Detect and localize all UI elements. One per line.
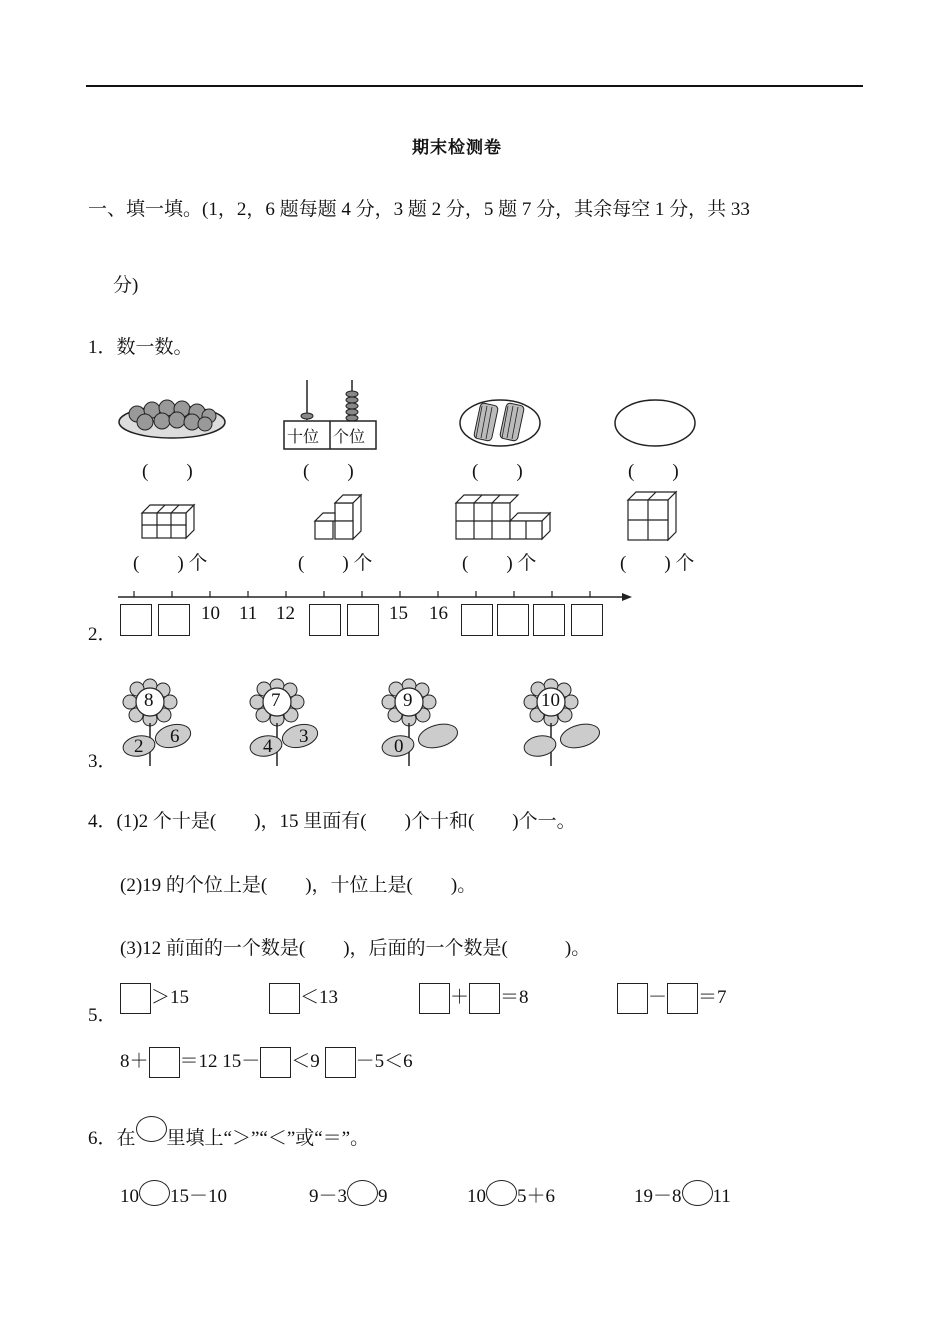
q6-instruction: [88, 1116, 369, 1150]
q6-item-1-right: 15－10: [170, 1186, 228, 1207]
q6-item-4-left: 19－8: [634, 1186, 682, 1207]
number-line-num-11: 11: [239, 603, 258, 624]
q5-expr-4: [617, 982, 727, 1014]
q6-item-2-left: 9－3: [309, 1186, 348, 1207]
minus-sign: －: [648, 987, 668, 1008]
stick-bundles-picture: [459, 398, 541, 448]
section-heading: 一、填一填。(1，2，6 题每题 4 分，3 题 2 分，5 题 7 分，其余每空 1 分，共 33: [88, 199, 750, 220]
number-line-box-6[interactable]: [497, 604, 529, 636]
q5-expr-6-b: ＜9: [291, 1051, 320, 1072]
cubes-picture-3: [454, 493, 552, 541]
number-line-num-12: 12: [276, 603, 295, 624]
plus-sign: ＋: [450, 987, 470, 1008]
q1-blank-1[interactable]: ( ): [142, 461, 193, 482]
q1-blank-3[interactable]: ( ): [472, 461, 523, 482]
q6-item-3: [467, 1180, 555, 1208]
answer-box[interactable]: [469, 983, 500, 1014]
number-line-num-10: 10: [201, 603, 220, 624]
q6-item-2: [309, 1180, 388, 1208]
number-line-box-5[interactable]: [461, 604, 493, 636]
cubes-picture-4: [626, 490, 678, 542]
plate-picture: [117, 392, 227, 442]
number-line: [118, 590, 634, 604]
q6-item-4: [634, 1180, 731, 1208]
q2-label: 2．: [88, 624, 117, 645]
number-line-box-4[interactable]: [347, 604, 379, 636]
q6-item-1: [120, 1180, 227, 1208]
number-line-num-15: 15: [389, 603, 408, 624]
flower-2-left: 4: [263, 736, 273, 757]
flower-2-top: 7: [271, 690, 281, 711]
q5-expr-3-text: ＝8: [500, 987, 529, 1008]
flower-3-left: 0: [394, 736, 404, 757]
q5-expr-1: [120, 982, 189, 1014]
q5-expr-5-b: ＝12: [179, 1051, 218, 1072]
q1-blank-2[interactable]: ( ): [303, 461, 354, 482]
compare-circle[interactable]: [486, 1180, 517, 1206]
answer-box[interactable]: [149, 1047, 180, 1078]
q1-label: 1．数一数。: [88, 337, 193, 358]
flower-3: [376, 678, 462, 768]
flower-1-left: 2: [134, 736, 144, 757]
q6-label-b: 里填上“＞”“＜”或“＝”。: [166, 1128, 370, 1149]
answer-box[interactable]: [260, 1047, 291, 1078]
q1-cube-blank-1[interactable]: ( ) 个: [133, 553, 208, 574]
answer-box[interactable]: [325, 1047, 356, 1078]
q5-expr-2: [269, 982, 338, 1014]
flower-3-top: 9: [403, 690, 413, 711]
flower-1-right: 6: [170, 726, 180, 747]
q1-blank-4[interactable]: ( ): [628, 461, 679, 482]
cubes-picture-2: [313, 493, 363, 541]
number-line-box-3[interactable]: [309, 604, 341, 636]
q5-expr-4-text: ＝7: [698, 987, 727, 1008]
flower-4-top: 10: [541, 690, 560, 711]
q5-expr-5-a: 8＋: [120, 1051, 149, 1072]
q5-expr-3: [419, 982, 529, 1014]
answer-box[interactable]: [120, 983, 151, 1014]
number-line-num-16: 16: [429, 603, 448, 624]
flower-1-top: 8: [144, 690, 154, 711]
compare-circle[interactable]: [139, 1180, 170, 1206]
q5-expr-7: －5＜6: [355, 1051, 413, 1072]
page-title: 期末检测卷: [412, 138, 502, 158]
q3-label: 3．: [88, 751, 117, 772]
empty-oval: [614, 398, 696, 448]
answer-box[interactable]: [419, 983, 450, 1014]
q4-line-1: 4．(1)2 个十是( )，15 里面有( )个十和( )个一。: [88, 811, 576, 832]
q1-cube-blank-4[interactable]: ( ) 个: [620, 553, 695, 574]
number-line-box-7[interactable]: [533, 604, 565, 636]
q5-label: 5．: [88, 1005, 117, 1026]
q4-line-2: (2)19 的个位上是( )，十位上是( )。: [120, 875, 477, 896]
number-line-box-1[interactable]: [120, 604, 152, 636]
circle-icon: [136, 1116, 167, 1142]
number-line-box-2[interactable]: [158, 604, 190, 636]
answer-box[interactable]: [667, 983, 698, 1014]
q6-item-1-left: 10: [120, 1186, 139, 1207]
flower-4: [518, 678, 604, 768]
answer-box[interactable]: [269, 983, 300, 1014]
answer-box[interactable]: [617, 983, 648, 1014]
q6-item-3-right: 5＋6: [517, 1186, 556, 1207]
flower-1: [117, 678, 197, 768]
q6-item-2-right: 9: [378, 1186, 388, 1207]
section-heading-cont: 分): [113, 275, 139, 296]
q5-expr-6-a: 15－: [222, 1051, 261, 1072]
flower-2-right: 3: [299, 726, 309, 747]
cubes-picture-1: [140, 503, 198, 541]
number-line-box-8[interactable]: [571, 604, 603, 636]
q6-item-4-right: 11: [712, 1186, 731, 1207]
q5-expr-1-text: ＞15: [151, 987, 190, 1008]
top-rule: [86, 85, 863, 87]
flower-2: [244, 678, 324, 768]
abacus-tens-label: 十位: [287, 429, 320, 446]
q6-label-a: 6．在: [88, 1128, 136, 1149]
compare-circle[interactable]: [682, 1180, 713, 1206]
abacus-ones-label: 个位: [333, 429, 366, 446]
q4-line-3: (3)12 前面的一个数是( )，后面的一个数是( )。: [120, 938, 591, 959]
compare-circle[interactable]: [347, 1180, 378, 1206]
q1-cube-blank-3[interactable]: ( ) 个: [462, 553, 537, 574]
q5-expr-2-text: ＜13: [300, 987, 339, 1008]
q6-item-3-left: 10: [467, 1186, 486, 1207]
q1-cube-blank-2[interactable]: ( ) 个: [298, 553, 373, 574]
q5-row-2: [120, 1046, 413, 1078]
